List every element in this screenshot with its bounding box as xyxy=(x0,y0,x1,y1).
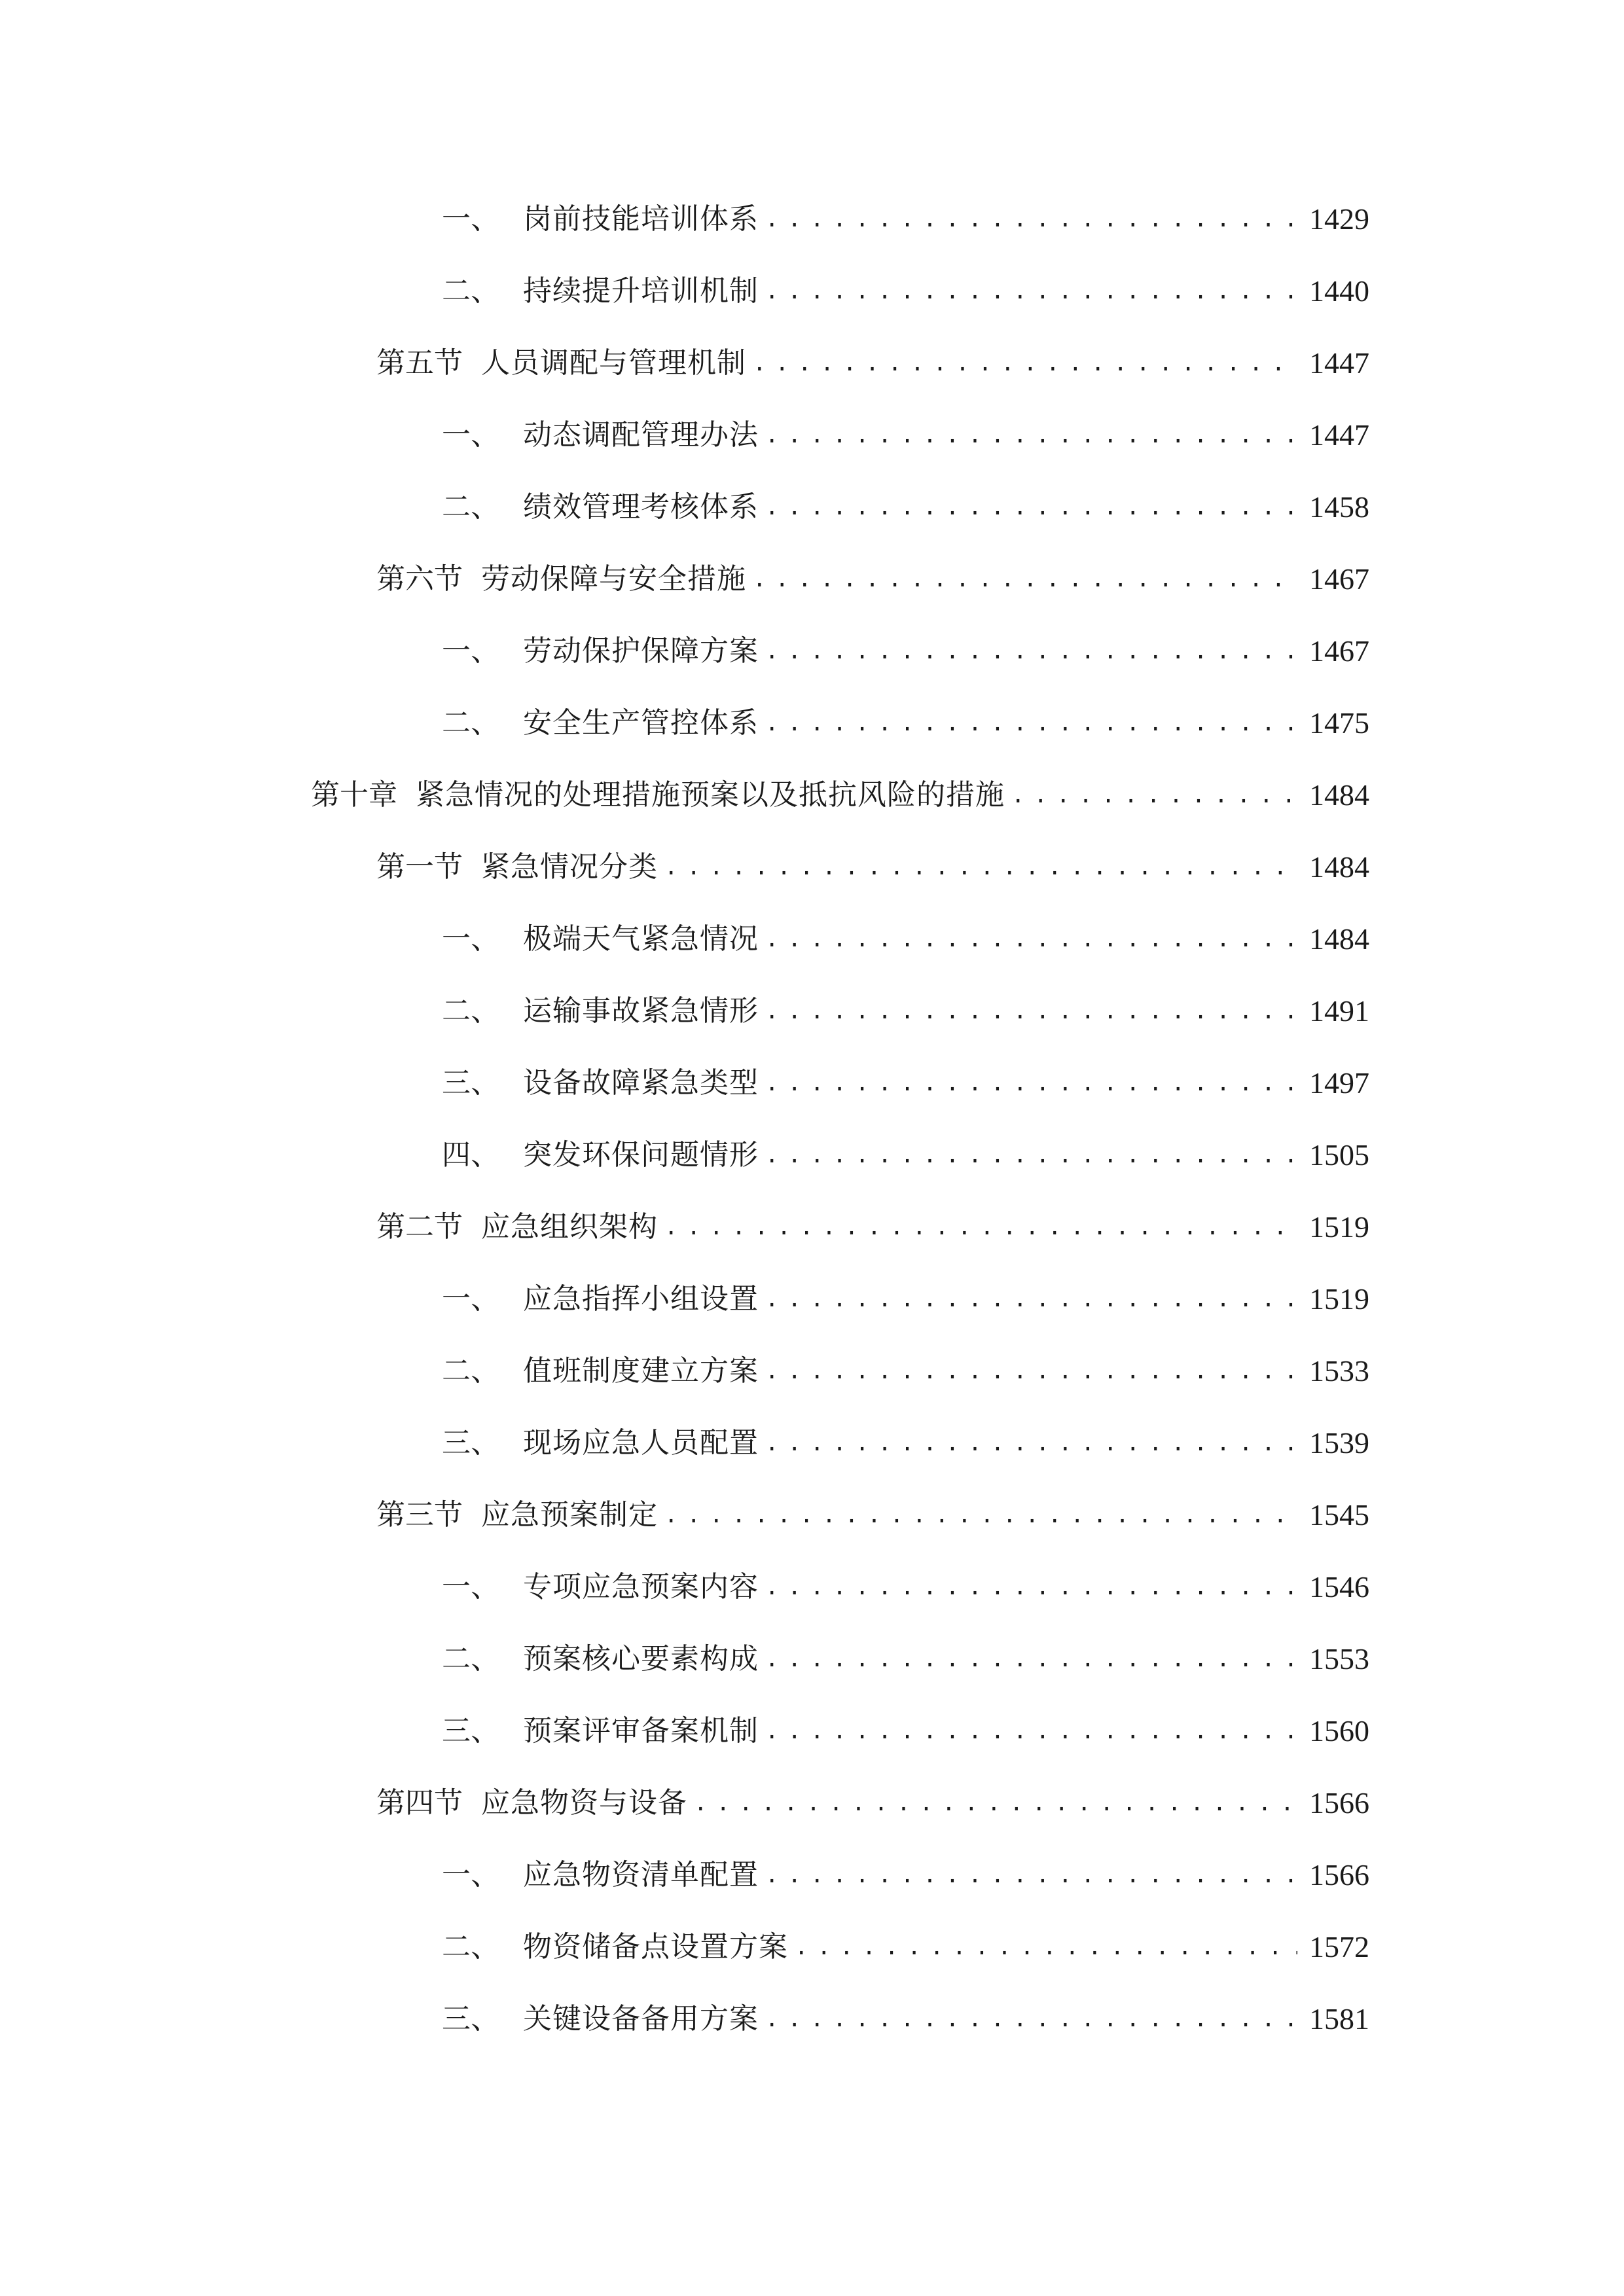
toc-page-number: 1475 xyxy=(1309,706,1369,740)
toc-page-number: 1467 xyxy=(1309,634,1369,668)
toc-page-number: 1581 xyxy=(1309,2002,1369,2036)
toc-entry-number: 二、 xyxy=(442,1354,499,1388)
toc-entry[interactable] xyxy=(442,1417,1369,1469)
toc-page-number: 1533 xyxy=(1309,1354,1369,1388)
toc-entry-number: 二、 xyxy=(442,1642,499,1676)
toc-entry[interactable] xyxy=(376,1777,1369,1829)
dot-leader xyxy=(765,1345,1297,1397)
toc-entry-number: 三、 xyxy=(442,1066,499,1100)
dot-leader xyxy=(694,1777,1297,1829)
toc-entry-title: 应急指挥小组设置 xyxy=(523,1282,759,1316)
toc-page-number: 1484 xyxy=(1309,778,1369,812)
toc-entry[interactable] xyxy=(442,1345,1369,1397)
toc-page-number: 1491 xyxy=(1309,994,1369,1028)
toc-entry-title: 极端天气紧急情况 xyxy=(523,922,759,956)
toc-page-number: 1572 xyxy=(1309,1930,1369,1964)
toc-entry-title: 关键设备备用方案 xyxy=(523,2002,759,2036)
toc-page-number: 1505 xyxy=(1309,1138,1369,1172)
toc-page-number: 1447 xyxy=(1309,346,1369,380)
toc-page-number: 1484 xyxy=(1309,922,1369,956)
toc-entry[interactable] xyxy=(442,913,1369,965)
toc-entry-title: 设备故障紧急类型 xyxy=(523,1066,759,1100)
dot-leader xyxy=(753,553,1297,605)
dot-leader xyxy=(1011,769,1297,821)
toc-entry-title: 岗前技能培训体系 xyxy=(523,202,759,236)
toc-entry-number: 三、 xyxy=(442,2002,499,2036)
toc-entry-number: 三、 xyxy=(442,1714,499,1748)
toc-entry-number: 一、 xyxy=(442,922,499,956)
toc-entry-number: 一、 xyxy=(442,202,499,236)
toc-entry-title: 值班制度建立方案 xyxy=(523,1354,759,1388)
toc-entry-title: 劳动保护保障方案 xyxy=(523,634,759,668)
toc-section-label: 第五节 xyxy=(376,346,463,380)
dot-leader xyxy=(795,1921,1297,1973)
toc-entry[interactable] xyxy=(376,337,1369,389)
toc-entry[interactable] xyxy=(442,1705,1369,1757)
dot-leader xyxy=(765,1849,1297,1901)
toc-entry[interactable] xyxy=(376,1489,1369,1541)
toc-entry-title: 绩效管理考核体系 xyxy=(523,490,759,524)
toc-chapter-label: 第十章 xyxy=(311,778,397,812)
toc-section-label: 第一节 xyxy=(376,850,463,884)
toc-entry-title: 应急预案制定 xyxy=(481,1498,658,1532)
toc-entry[interactable] xyxy=(442,1993,1369,2045)
toc-entry-number: 一、 xyxy=(442,1858,499,1892)
toc-entry[interactable] xyxy=(442,1057,1369,1109)
toc-entry-number: 三、 xyxy=(442,1426,499,1460)
toc-entry[interactable] xyxy=(442,193,1369,245)
toc-entry-title: 物资储备点设置方案 xyxy=(523,1930,788,1964)
dot-leader xyxy=(765,1705,1297,1757)
toc-entry[interactable] xyxy=(442,481,1369,533)
toc-page-number: 1484 xyxy=(1309,850,1369,884)
toc-entry[interactable] xyxy=(376,841,1369,893)
toc-entry[interactable] xyxy=(442,625,1369,677)
toc-page-number: 1519 xyxy=(1309,1282,1369,1316)
dot-leader xyxy=(765,1273,1297,1325)
toc-entry-title: 预案核心要素构成 xyxy=(523,1642,759,1676)
toc-entry[interactable] xyxy=(442,985,1369,1037)
dot-leader xyxy=(765,1993,1297,2045)
dot-leader xyxy=(765,481,1297,533)
toc-entry-number: 二、 xyxy=(442,1930,499,1964)
toc-page-number: 1539 xyxy=(1309,1426,1369,1460)
dot-leader xyxy=(765,985,1297,1037)
dot-leader xyxy=(765,697,1297,749)
toc-entry-title: 应急组织架构 xyxy=(481,1210,658,1244)
toc-entry-title: 紧急情况分类 xyxy=(481,850,658,884)
dot-leader xyxy=(765,625,1297,677)
toc-entry-title: 动态调配管理办法 xyxy=(523,418,759,452)
toc-section-label: 第三节 xyxy=(376,1498,463,1532)
toc-entry-number: 二、 xyxy=(442,490,499,524)
toc-page-number: 1467 xyxy=(1309,562,1369,596)
toc-entry[interactable] xyxy=(442,1273,1369,1325)
toc-entry-title: 安全生产管控体系 xyxy=(523,706,759,740)
toc-entry[interactable] xyxy=(376,1201,1369,1253)
dot-leader xyxy=(765,1633,1297,1685)
toc-entry-title: 突发环保问题情形 xyxy=(523,1138,759,1172)
toc-entry[interactable] xyxy=(442,265,1369,317)
dot-leader xyxy=(765,193,1297,245)
toc-entry-number: 二、 xyxy=(442,274,499,308)
toc-page-number: 1560 xyxy=(1309,1714,1369,1748)
toc-section-label: 第四节 xyxy=(376,1786,463,1820)
toc-entry[interactable] xyxy=(442,1921,1369,1973)
dot-leader xyxy=(765,265,1297,317)
dot-leader xyxy=(765,1561,1297,1613)
toc-entry[interactable] xyxy=(376,553,1369,605)
toc-page-number: 1440 xyxy=(1309,274,1369,308)
toc-entry-title: 预案评审备案机制 xyxy=(523,1714,759,1748)
toc-entry-chapter[interactable] xyxy=(311,769,1369,821)
dot-leader xyxy=(664,841,1297,893)
toc-entry-title: 人员调配与管理机制 xyxy=(481,346,746,380)
toc-entry[interactable] xyxy=(442,697,1369,749)
toc-entry-title: 专项应急预案内容 xyxy=(523,1570,759,1604)
dot-leader xyxy=(765,1129,1297,1181)
toc-page-number: 1519 xyxy=(1309,1210,1369,1244)
dot-leader xyxy=(765,913,1297,965)
dot-leader xyxy=(753,337,1297,389)
toc-page-number: 1458 xyxy=(1309,490,1369,524)
toc-page-number: 1545 xyxy=(1309,1498,1369,1532)
toc-entry[interactable] xyxy=(442,409,1369,461)
toc-entry[interactable] xyxy=(442,1561,1369,1613)
toc-page-number: 1447 xyxy=(1309,418,1369,452)
dot-leader xyxy=(664,1201,1297,1253)
toc-entry-title: 持续提升培训机制 xyxy=(523,274,759,308)
toc-entry[interactable] xyxy=(442,1849,1369,1901)
toc-entry-number: 二、 xyxy=(442,706,499,740)
toc-entry[interactable] xyxy=(442,1633,1369,1685)
toc-entry-number: 四、 xyxy=(442,1138,499,1172)
toc-entry-title: 运输事故紧急情形 xyxy=(523,994,759,1028)
toc-entry[interactable] xyxy=(442,1129,1369,1181)
toc-page-number: 1566 xyxy=(1309,1786,1369,1820)
toc-entry-title: 应急物资清单配置 xyxy=(523,1858,759,1892)
toc-page-number: 1566 xyxy=(1309,1858,1369,1892)
dot-leader xyxy=(765,1417,1297,1469)
toc-section-label: 第六节 xyxy=(376,562,463,596)
toc-entry-title: 应急物资与设备 xyxy=(481,1786,687,1820)
toc-page-number: 1497 xyxy=(1309,1066,1369,1100)
toc-entry-title: 现场应急人员配置 xyxy=(523,1426,759,1460)
toc-page-number: 1546 xyxy=(1309,1570,1369,1604)
toc-entry-number: 一、 xyxy=(442,634,499,668)
toc-entry-number: 一、 xyxy=(442,1282,499,1316)
toc-page-number: 1553 xyxy=(1309,1642,1369,1676)
toc-entry-title: 紧急情况的处理措施预案以及抵抗风险的措施 xyxy=(416,778,1005,812)
toc-section-label: 第二节 xyxy=(376,1210,463,1244)
dot-leader xyxy=(765,409,1297,461)
toc-entry-number: 二、 xyxy=(442,994,499,1028)
toc-entry-number: 一、 xyxy=(442,418,499,452)
toc-entry-title: 劳动保障与安全措施 xyxy=(481,562,746,596)
dot-leader xyxy=(765,1057,1297,1109)
dot-leader xyxy=(664,1489,1297,1541)
toc-entry-number: 一、 xyxy=(442,1570,499,1604)
toc-page-number: 1429 xyxy=(1309,202,1369,236)
